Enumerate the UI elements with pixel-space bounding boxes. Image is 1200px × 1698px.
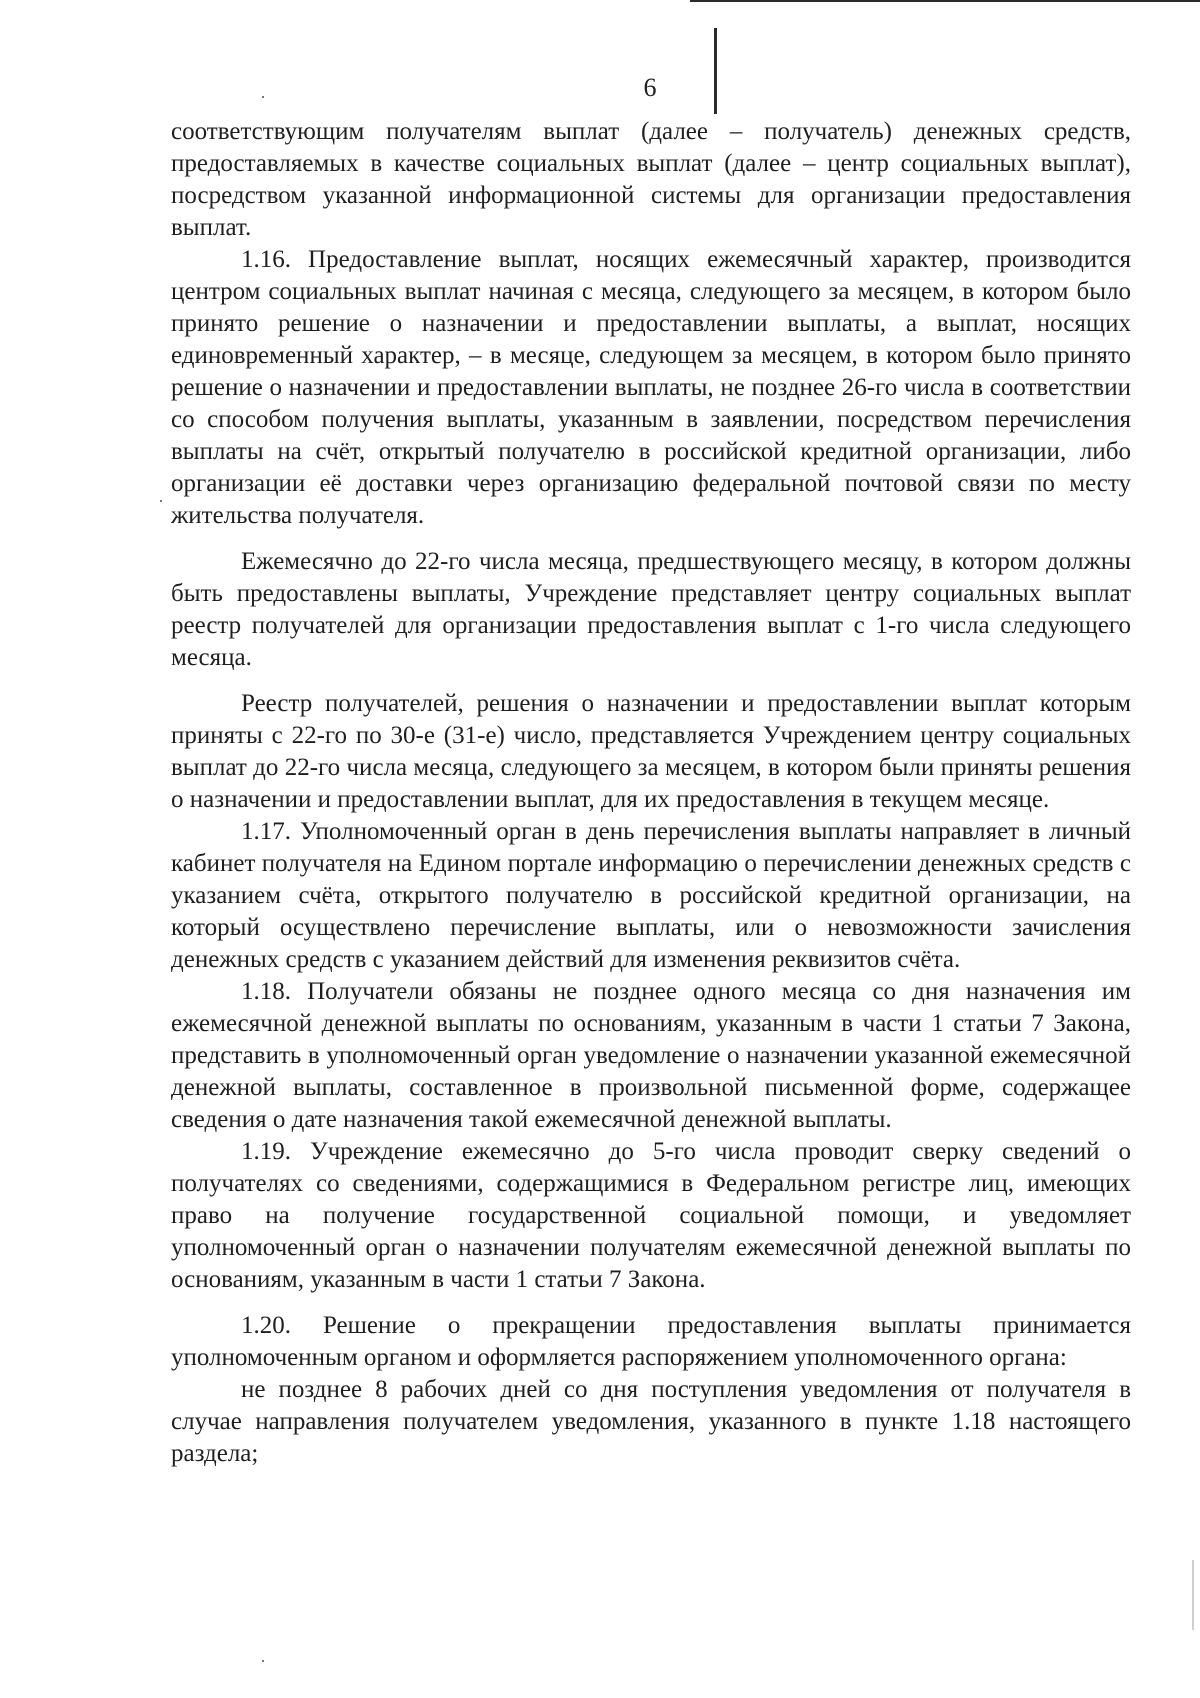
scan-edge-right [1192, 1560, 1194, 1630]
paragraph-1-16: 1.16. Предоставление выплат, носящих ежемесячный характер, производится центром социальных выплат начиная с месяца, следующего за месяцем, в котором было принято решение о назначении и предоставлении выплаты, а выплат, носящих единовременный характер, – в месяце, следующем за месяцем, в котором было принято решение о назначении и предоставлении выплаты, не позднее 26-го числа в соответствии со способом получения выплаты, указанным в заявлении, посредством перечисления выплаты на счёт, открытый получателю в российской кредитной организации, либо организации её доставки через организацию федеральной почтовой связи по месту жительства получателя. [171, 246, 1131, 529]
paragraph-1-17: 1.17. Уполномоченный орган в день перечисления выплаты направляет в личный кабинет получателя на Едином портале информацию о перечислении денежных средств с указанием счёта, открытого получателю в российской кредитной организации, на который осуществлено перечисление выплаты, или о невозможности зачисления денежных средств с указанием действий для изменения реквизитов счёта. [171, 818, 1131, 973]
scan-edge-top [690, 0, 1200, 2]
paragraph-1-19: 1.19. Учреждение ежемесячно до 5-го числа проводит сверку сведений о получателях со сведениями, содержащимися в Федеральном регистре лиц, имеющих право на получение государственной социальной помощи, и уведомляет уполномоченный орган о назначении получателям ежемесячной денежной выплаты по основаниям, указанным в части 1 статьи 7 Закона. [171, 1138, 1131, 1293]
document-body [171, 116, 1131, 1470]
paragraph-register-late: Реестр получателей, решения о назначении и предоставлении выплат которым приняты с 22-го по 30-е (31-е) число, представляется Учреждением центру социальных выплат до 22-го числа месяца, следующего за месяцем, в котором были приняты решения о назначении и предоставлении выплат, для их предоставления в текущем месяце. [171, 690, 1131, 813]
paragraph-1-18: 1.18. Получатели обязаны не позднее одного месяца со дня назначения им ежемесячной денежной выплаты по основаниям, указанным в части 1 статьи 7 Закона, представить в уполномоченный орган уведомление о назначении указанной ежемесячной денежной выплаты, составленное в произвольной письменной форме, содержащее сведения о дате назначения такой ежемесячной денежной выплаты. [171, 978, 1131, 1133]
scan-speck [262, 1660, 264, 1662]
paragraph-1-20: 1.20. Решение о прекращении предоставления выплаты принимается уполномоченным органом и оформляется распоряжением уполномоченного органа: [171, 1312, 1131, 1371]
paragraph-1-20-item: не позднее 8 рабочих дней со дня поступления уведомления от получателя в случае направления получателем уведомления, указанного в пункте 1.18 настоящего раздела; [171, 1376, 1131, 1467]
paragraph-continuation: соответствующим получателям выплат (далее – получатель) денежных средств, предоставляемых в качестве социальных выплат (далее – центр социальных выплат), посредством указанной информационной системы для организации предоставления выплат. [171, 118, 1131, 241]
page-number: 6 [643, 73, 657, 102]
paragraph-register-monthly: Ежемесячно до 22-го числа месяца, предшествующего месяцу, в котором должны быть предоставлены выплаты, Учреждение представляет центру социальных выплат реестр получателей для организации предоставления выплат с 1-го числа следующего месяца. [171, 548, 1131, 671]
scan-speck [160, 500, 162, 502]
